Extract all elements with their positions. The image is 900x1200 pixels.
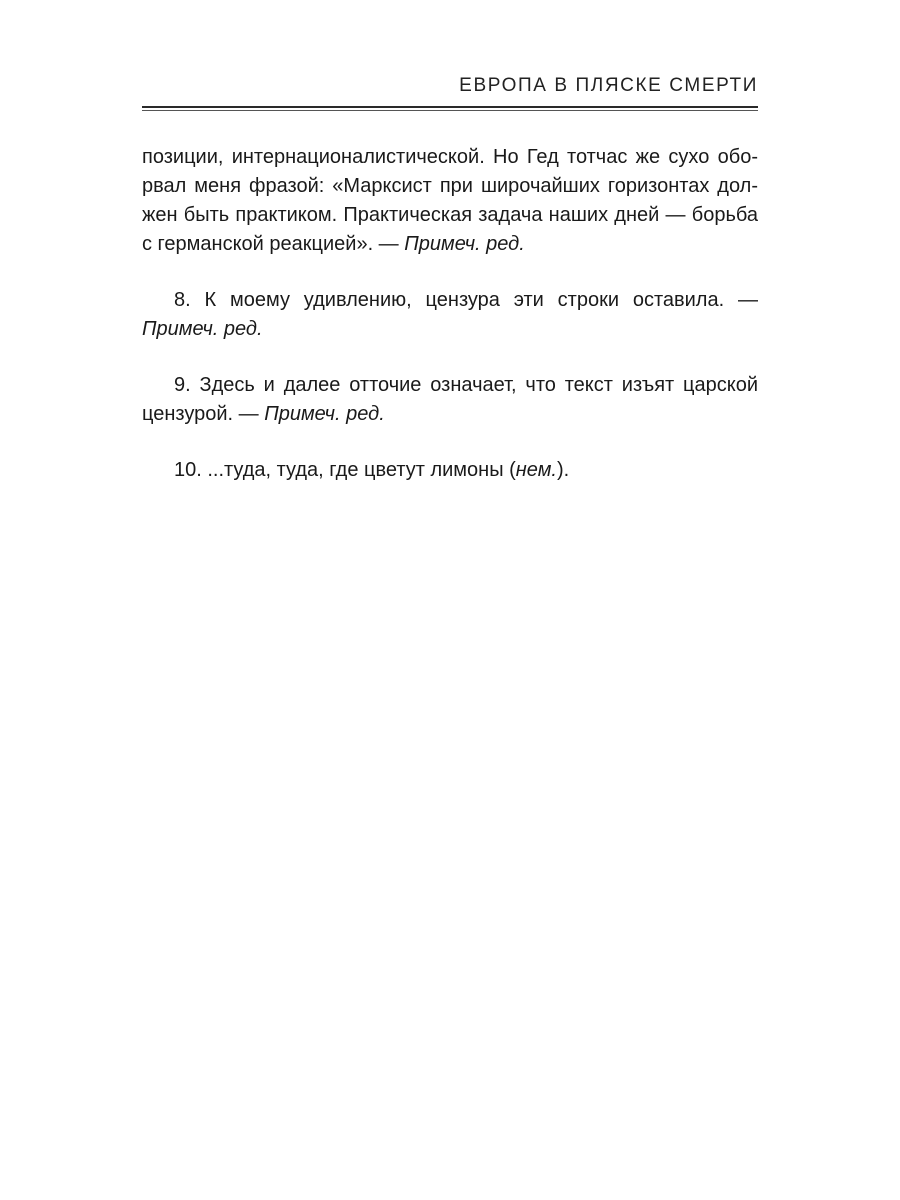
note-8: [142, 286, 758, 344]
endnotes: [142, 143, 758, 512]
note-9-attribution: Примеч. ред.: [264, 403, 385, 425]
note-10-emphasis: нем.: [515, 459, 557, 481]
note-10: [142, 456, 758, 485]
note-9: [142, 371, 758, 429]
note-continued-line-2: рвал меня фразой: «Марксист при широчайших горизонтах дол-: [142, 175, 758, 197]
note-continued-line-3: жен быть практиком. Практическая задача наших дней — борьба: [142, 204, 758, 226]
note-8-attribution: Примеч. ред.: [142, 318, 263, 340]
note-continued-attribution: Примеч. ред.: [404, 233, 525, 255]
note-continued-line-1: позиции, интернационалистической. Но Гед тотчас же сухо обо-: [142, 146, 758, 168]
note-10-text-after: ).: [556, 459, 570, 481]
note-continued-text: с германской реакцией». —: [142, 233, 405, 255]
note-continued-line-4: [142, 230, 758, 259]
header-rule: [142, 106, 758, 108]
note-10-text-before: 10. ...туда, туда, где цветут лимоны (: [174, 459, 516, 481]
note-continued: [142, 143, 758, 259]
note-9-text: 9. Здесь и далее отточие означает, что текст изъят царской цензурой. —: [142, 374, 758, 425]
note-8-text: 8. К моему удивлению, цензура эти строки оставила. —: [174, 289, 758, 311]
running-title: ЕВРОПА В ПЛЯСКЕ СМЕРТИ: [459, 75, 758, 96]
header-rule-thin: [142, 110, 758, 111]
